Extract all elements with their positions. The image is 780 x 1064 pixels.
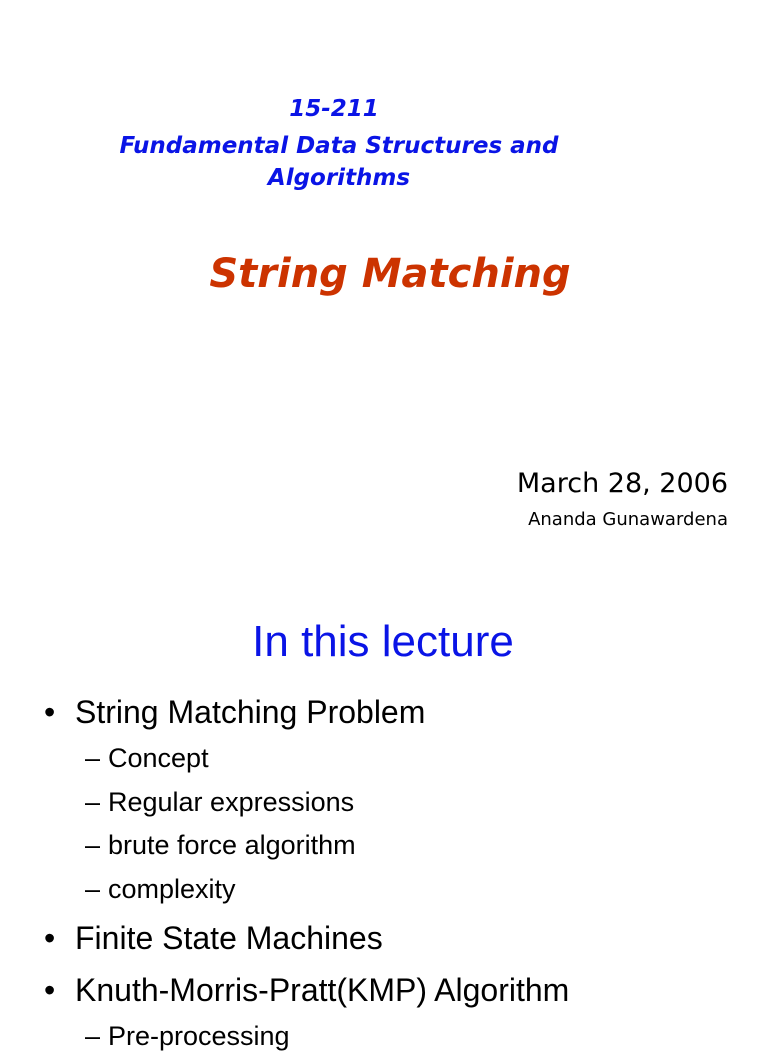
dash-icon: – <box>85 873 101 904</box>
lecture-title: String Matching <box>209 251 571 297</box>
sub-bullet-text: Concept <box>108 743 209 773</box>
outline-heading: In this lecture <box>252 617 514 666</box>
sub-bullet-text: Pre-processing <box>108 1021 290 1051</box>
course-title <box>0 130 678 194</box>
course-code: 15-211 <box>289 96 379 122</box>
sub-bullet-text: Regular expressions <box>108 786 355 817</box>
dash-icon: – <box>85 830 101 860</box>
bullet-text: Knuth-Morris-Pratt(KMP) Algorithm <box>75 972 570 1008</box>
bullet-group <box>0 968 768 1060</box>
bullet-item <box>0 968 768 1016</box>
bullet-icon: • <box>44 694 56 730</box>
dash-icon: – <box>85 1021 101 1051</box>
bullet-text: String Matching Problem <box>75 694 426 730</box>
dash-icon: – <box>85 743 101 773</box>
sub-bullet-text: complexity <box>108 873 236 904</box>
bullet-item <box>0 690 768 738</box>
sub-bullet-item <box>0 869 768 913</box>
sub-bullet-item <box>0 782 768 826</box>
bullet-icon: • <box>44 972 56 1008</box>
bullet-list <box>0 690 768 1064</box>
bullet-group <box>0 690 768 912</box>
sub-bullet-item <box>0 1016 768 1060</box>
course-title-line-2: Algorithms <box>267 165 411 191</box>
course-title-line-1: Fundamental Data Structures and <box>119 133 559 159</box>
sub-bullet-text: brute force algorithm <box>108 830 356 860</box>
bullet-text: Finite State Machines <box>75 920 383 956</box>
bullet-icon: • <box>44 920 56 956</box>
dash-icon: – <box>85 786 101 817</box>
sub-bullet-item <box>0 825 768 869</box>
outline-slide <box>0 576 768 1051</box>
lecture-date: March 28, 2006 <box>516 468 728 499</box>
bullet-group <box>0 916 768 964</box>
author-name: Ananda Gunawardena <box>528 509 728 530</box>
sub-bullet-item <box>0 738 768 782</box>
bullet-item <box>0 916 768 964</box>
